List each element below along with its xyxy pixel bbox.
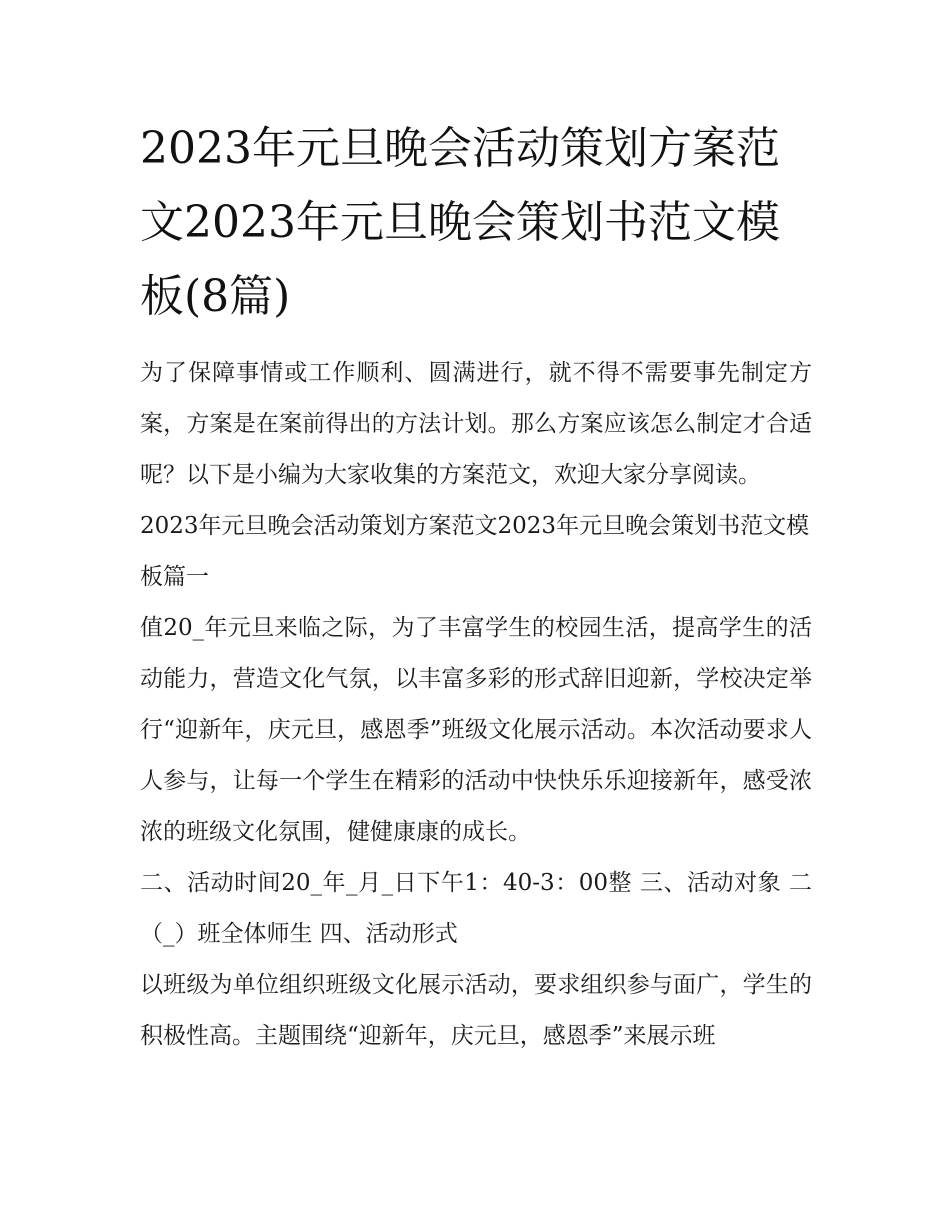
document-title: 2023年元旦晚会活动策划方案范文2023年元旦晚会策划书范文模板(8篇) bbox=[140, 123, 780, 322]
intro-paragraph: 为了保障事情或工作顺利、圆满进行，就不得不需要事先制定方案，方案是在案前得出的方法计划。那么方案应该怎么制定才合适呢？以下是小编为大家收集的方案范文，欢迎大家分享阅读。 bbox=[140, 360, 812, 488]
body-paragraph-2: 二、活动时间20_年_月_日下午1：40-3：00整 三、活动对象 二（_）班全体师生 四、活动形式 bbox=[140, 870, 812, 947]
document-body bbox=[140, 112, 812, 1062]
body-paragraph-1: 值20_年元旦来临之际，为了丰富学生的校园生活，提高学生的活动能力，营造文化气氛，以丰富多彩的形式辞旧迎新，学校决定举行“迎新年，庆元旦，感恩季”班级文化展示活动。本次活动要求人人参与，让每一个学生在精彩的活动中快快乐乐迎接新年，感受浓浓的班级文化氛围，健健康康的成长。 bbox=[140, 615, 812, 845]
section-heading: 2023年元旦晚会活动策划方案范文2023年元旦晚会策划书范文模板篇一 bbox=[140, 513, 810, 590]
body-paragraph-3: 以班级为单位组织班级文化展示活动，要求组织参与面广，学生的积极性高。主题围绕“迎新年，庆元旦，感恩季”来展示班 bbox=[140, 972, 812, 1049]
